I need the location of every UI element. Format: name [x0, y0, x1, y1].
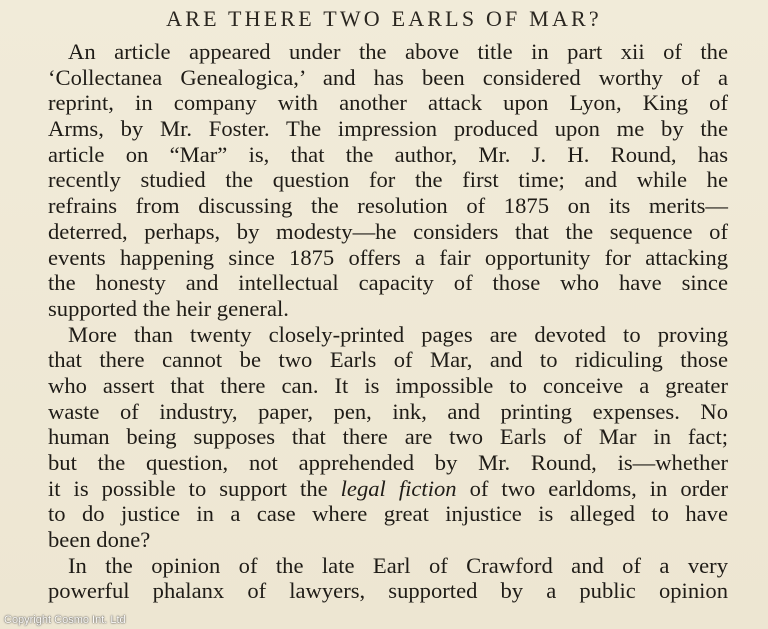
- text-line: powerful phalanx of lawyers, supported by a public opinion: [48, 578, 728, 604]
- text-line: recently studied the question for the first time; and while he: [48, 167, 728, 193]
- text-line: to do justice in a case where great injustice is alleged to have: [48, 501, 728, 527]
- text-line: An article appeared under the above title in part xii of the: [68, 39, 728, 64]
- text-line: that there cannot be two Earls of Mar, and to ridiculing those: [48, 347, 728, 373]
- page-title: ARE THERE TWO EARLS OF MAR?: [166, 6, 602, 31]
- text-line: the honesty and intellectual capacity of those who have since: [48, 270, 728, 296]
- text-line: reprint, in company with another attack upon Lyon, King of: [48, 90, 728, 116]
- text-line: supported the heir general.: [48, 295, 289, 321]
- text-line: refrains from discussing the resolution of 1875 on its merits—: [48, 193, 728, 219]
- copyright-watermark: Copyright Cosmo Int. Ltd: [4, 614, 126, 626]
- text-line: In the opinion of the late Earl of Crawford and of a very: [68, 552, 728, 578]
- italic-phrase: legal fiction: [340, 475, 457, 501]
- text-line: human being supposes that there are two Earls of Mar in fact;: [48, 424, 728, 450]
- text-line-with-italic: [48, 476, 728, 502]
- text-line: Arms, by Mr. Foster. The impression produced upon me by the: [48, 116, 728, 142]
- text-line: More than twenty closely-printed pages are devoted to proving: [68, 321, 728, 347]
- text-segment: of two earldoms, in order: [456, 475, 729, 501]
- text-line: events happening since 1875 offers a fair opportunity for attacking: [48, 244, 728, 270]
- text-segment: it is possible to support the: [48, 475, 341, 501]
- text-line: waste of industry, paper, pen, ink, and printing expenses. No: [48, 398, 728, 424]
- text-line: article on “Mar” is, that the author, Mr. J. H. Round, has: [48, 141, 728, 167]
- text-line: but the question, not apprehended by Mr. Round, is—whether: [48, 450, 728, 475]
- text-line: ‘Collectanea Genealogica,’ and has been considered worthy of a: [48, 64, 728, 90]
- text-line: deterred, perhaps, by modesty—he considers that the sequence of: [48, 218, 728, 244]
- text-line: who assert that there can. It is impossible to conceive a greater: [48, 372, 728, 398]
- article-body: [48, 39, 728, 604]
- text-line: been done?: [48, 527, 151, 553]
